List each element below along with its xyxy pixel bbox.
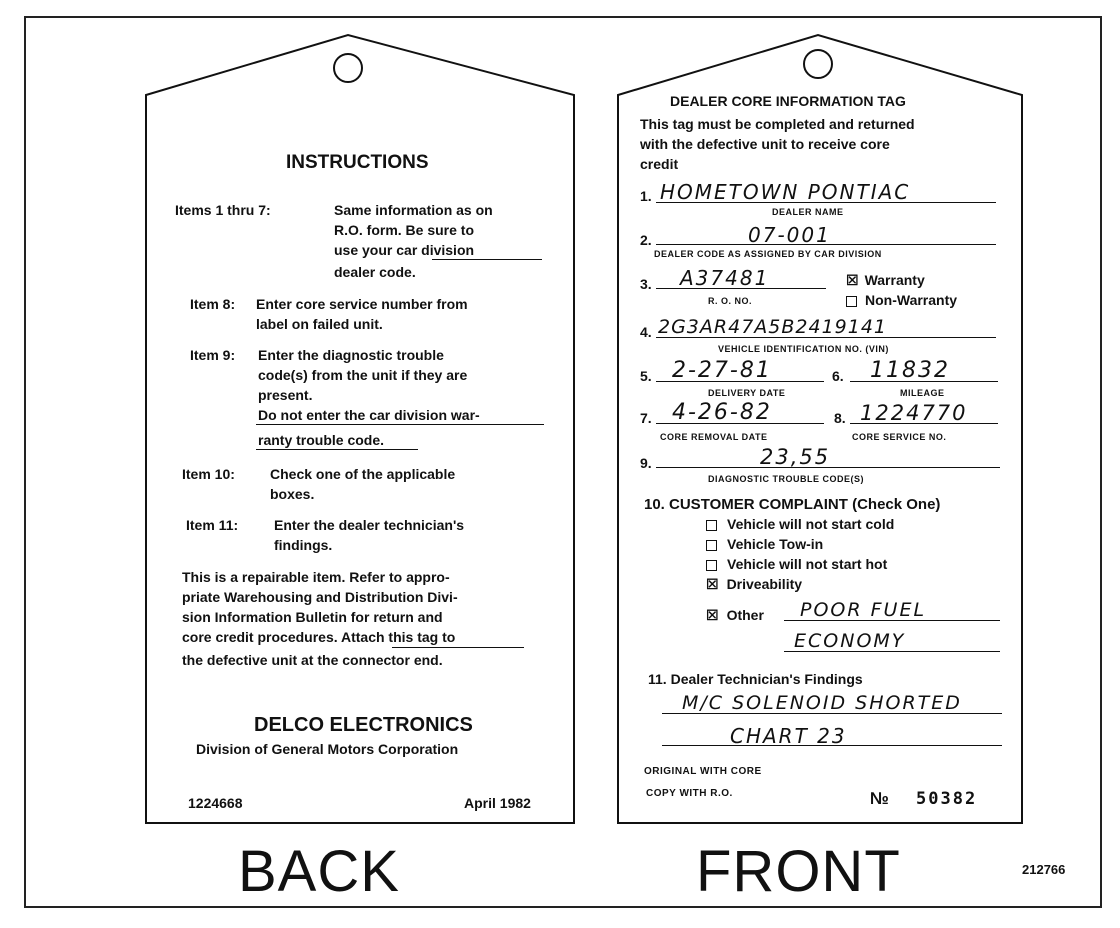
underline [392,647,524,648]
item-text: dealer code. [334,264,416,280]
item-text: R.O. form. Be sure to [334,222,475,238]
field-line [656,423,824,424]
back-tag-hole [334,54,362,82]
other-complaint-line1[interactable]: POOR FUEL [800,599,927,621]
field-line [784,620,1000,621]
core-service-no-caption: CORE SERVICE NO. [852,432,947,442]
findings-line2[interactable]: CHART 23 [730,724,847,748]
field-number: 4. [640,324,652,340]
field-line [662,713,1002,714]
delivery-date-caption: DELIVERY DATE [708,388,786,398]
serial-prefix: № [870,789,889,808]
item-label: Items 1 thru 7: [175,202,271,218]
field-line [656,202,996,203]
figure-number: 212766 [1022,862,1066,877]
instructions-heading: INSTRUCTIONS [286,152,429,173]
ro-number-caption: R. O. NO. [708,296,753,306]
part-number: 1224668 [188,795,243,811]
field-line [656,467,1000,468]
complaint-heading: 10. CUSTOMER COMPLAINT (Check One) [644,496,941,513]
core-removal-date-value[interactable]: 4-26-82 [672,400,772,425]
item-label: Item 10: [182,466,235,482]
underline [256,424,544,425]
other-label: Other [726,607,764,623]
item-text: code(s) from the unit if they are [258,367,468,383]
checkbox[interactable] [706,560,717,571]
checkbox-checked[interactable]: ☒ [706,576,719,592]
complaint-option-other[interactable] [706,607,764,624]
field-line [656,337,996,338]
complaint-option[interactable] [706,556,887,572]
field-line [850,423,998,424]
complaint-option[interactable] [706,576,802,593]
dealer-name-caption: DEALER NAME [772,207,844,217]
complaint-label: Vehicle will not start hot [727,556,888,572]
vin-caption: VEHICLE IDENTIFICATION NO. (VIN) [718,344,889,354]
item-label: Item 11: [186,517,239,533]
field-number: 9. [640,455,652,471]
checkbox[interactable] [706,540,717,551]
dealer-code-caption: DEALER CODE AS ASSIGNED BY CAR DIVISION [654,249,882,259]
field-line [656,381,824,382]
copy-note: COPY WITH R.O. [646,788,733,799]
original-note: ORIGINAL WITH CORE [644,766,762,777]
field-line [784,651,1000,652]
non-warranty-option[interactable] [846,292,957,308]
trouble-code-caption: DIAGNOSTIC TROUBLE CODE(S) [708,474,864,484]
field-number: 7. [640,410,652,426]
field-line [656,244,996,245]
underline [432,259,542,260]
findings-heading: 11. Dealer Technician's Findings [648,671,863,687]
tag-title: DEALER CORE INFORMATION TAG [670,93,906,109]
non-warranty-label: Non-Warranty [865,292,958,308]
vin-value[interactable]: 2G3AR47A5B2419141 [658,316,888,338]
paragraph-line: core credit procedures. Attach this tag to [182,629,456,645]
item-label: Item 9: [190,347,236,363]
field-number: 5. [640,368,652,384]
delivery-date-value[interactable]: 2-27-81 [672,358,772,383]
intro-line: credit [640,156,679,172]
paragraph-line: priate Warehousing and Distribution Divi- [182,589,458,605]
dealer-name-value[interactable]: HOMETOWN PONTIAC [660,180,911,204]
checkbox-checked[interactable]: ☒ [706,607,719,623]
item-text: ranty trouble code. [258,432,385,448]
underline [256,449,418,450]
mileage-caption: MILEAGE [900,388,945,398]
field-number: 8. [834,410,846,426]
field-line [656,288,826,289]
item-text: boxes. [270,486,315,502]
complaint-label: Vehicle will not start cold [727,516,895,532]
other-complaint-line2[interactable]: ECONOMY [794,630,906,652]
item-text: Enter the diagnostic trouble [258,347,444,363]
warranty-checkbox[interactable]: ☒ [846,272,859,288]
item-text: findings. [274,537,333,553]
warranty-option[interactable] [846,272,925,289]
field-number: 1. [640,188,652,204]
company-division: Division of General Motors Corporation [196,741,459,757]
item-text: present. [258,387,313,403]
core-removal-date-caption: CORE REMOVAL DATE [660,432,768,442]
complaint-option[interactable] [706,516,894,532]
item-text: Check one of the applicable [270,466,456,482]
item-text: Do not enter the car division war- [258,407,480,423]
complaint-label: Driveability [726,576,803,592]
trouble-code-value[interactable]: 23,55 [760,445,831,469]
field-number: 2. [640,232,652,248]
item-label: Item 8: [190,296,236,312]
company-name: DELCO ELECTRONICS [254,714,473,736]
item-text: label on failed unit. [256,316,383,332]
core-service-no-value[interactable]: 1224770 [860,401,968,425]
front-caption: FRONT [696,839,901,904]
item-text: Enter core service number from [256,296,468,312]
field-number: 6. [832,368,844,384]
field-number: 3. [640,276,652,292]
back-caption: BACK [238,839,400,904]
warranty-label: Warranty [864,272,925,288]
intro-line: This tag must be completed and returned [640,116,915,132]
dealer-code-value[interactable]: 07-001 [748,223,831,247]
intro-line: with the defective unit to receive core [640,136,890,152]
field-line [662,745,1002,746]
item-text: Same information as on [334,202,493,218]
complaint-option[interactable] [706,536,823,552]
checkbox[interactable] [706,520,717,531]
item-text: Enter the dealer technician's [274,517,465,533]
paragraph-line: the defective unit at the connector end. [182,652,443,668]
front-tag-hole [804,50,832,78]
mileage-value[interactable]: 11832 [870,358,950,383]
item-text: use your car division [334,242,475,258]
paragraph-line: sion Information Bulletin for return and [182,609,443,625]
complaint-label: Vehicle Tow-in [727,536,824,552]
findings-line1[interactable]: M/C SOLENOID SHORTED [682,692,962,714]
field-line [850,381,998,382]
print-date: April 1982 [464,795,531,811]
ro-number-value[interactable]: A37481 [680,266,770,290]
serial-number: 50382 [916,789,978,809]
non-warranty-checkbox[interactable] [846,296,857,307]
paragraph-line: This is a repairable item. Refer to appro- [182,569,450,585]
